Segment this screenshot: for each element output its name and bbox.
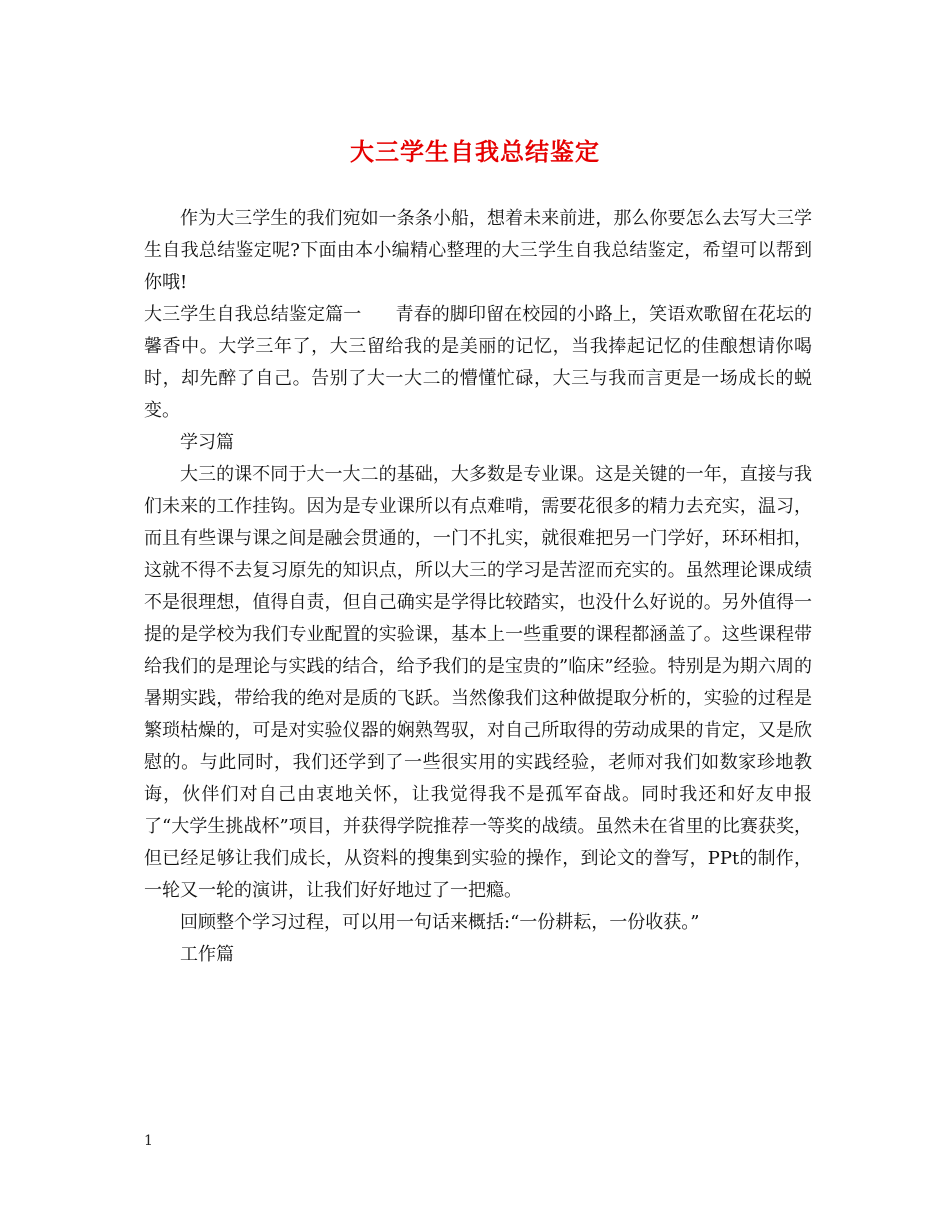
document-title: 大三学生自我总结鉴定 [350, 137, 600, 166]
document-body [144, 203, 812, 971]
summary-paragraph: 回顾整个学习过程，可以用一句话来概括:“一份耕耘，一份收获。” [180, 912, 700, 933]
section1-paragraph [144, 299, 812, 427]
study-heading: 学习篇 [180, 432, 234, 453]
study-paragraph: 大三的课不同于大一大二的基础，大多数是专业课。这是关键的一年，直接与我们未来的工作挂钩。因为是专业课所以有点难啃，需要花很多的精力去充实，温习，而且有些课与课之间是融会贯通的，一门不扎实，就很难把另一门学好，环环相扣，这就不得不去复习原先的知识点，所以大三的学习是苦涩而充实的。虽然理论课成绩不是很理想，值得自责，但自己确实是学得比较踏实，也没什么好说的。另外值得一提的是学校为我们专业配置的实验课，基本上一些重要的课程都涵盖了。这些课程带给我们的是理论与实践的结合，给予我们的是宝贵的”临床”经验。特别是为期六周的暑期实践，带给我的绝对是质的飞跃。当然像我们这种做提取分析的，实验的过程是繁琐枯燥的，可是对实验仪器的娴熟驾驭，对自己所取得的劳动成果的肯定，又是欣慰的。与此同时，我们还学到了一些很实用的实践经验，老师对我们如数家珍地教诲，伙伴们对自己由衷地关怀，让我觉得我不是孤军奋战。同时我还和好友申报了“大学生挑战杯”项目，并获得学院推荐一等奖的战绩。虽然未在省里的比赛获奖，但已经足够让我们成长，从资料的搜集到实验的操作，到论文的誊写，PPt的制作，一轮又一轮的演讲，让我们好好地过了一把瘾。 [144, 464, 812, 901]
section1-label: 大三学生自我总结鉴定篇一 [144, 304, 362, 325]
page-number: 1 [144, 1133, 153, 1149]
work-heading: 工作篇 [180, 944, 234, 965]
section1-text: 青春的脚印留在校园的小路上，笑语欢歌留在花坛的馨香中。大学三年了，大三留给我的是美丽的记忆，当我捧起记忆的佳酿想请你喝时，却先醉了自己。告别了大一大二的懵懂忙碌，大三与我而言更是一场成长的蜕变。 [144, 304, 813, 421]
intro-paragraph: 作为大三学生的我们宛如一条条小船，想着未来前进，那么你要怎么去写大三学生自我总结鉴定呢?下面由本小编精心整理的大三学生自我总结鉴定，希望可以帮到你哦! [144, 208, 812, 293]
